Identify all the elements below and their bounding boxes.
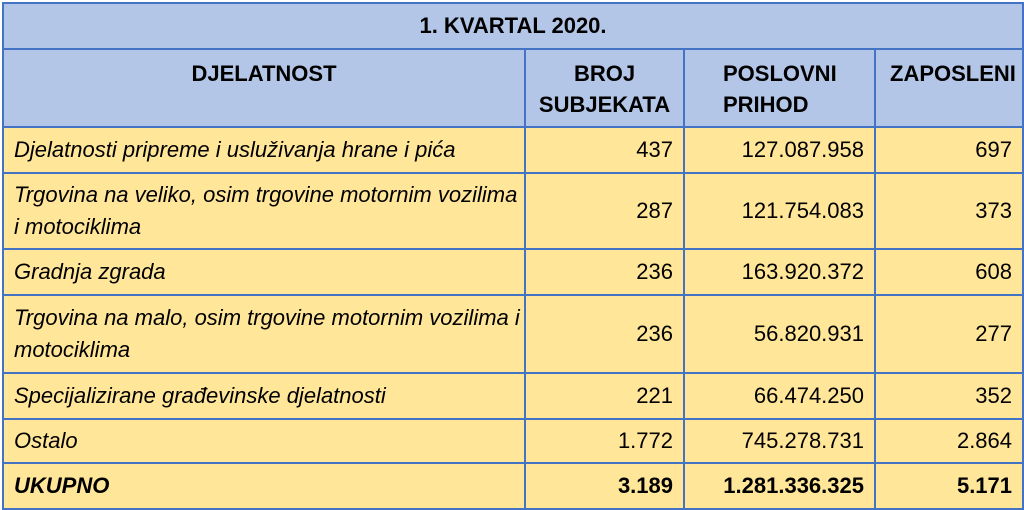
header-employees [875,49,1023,127]
header-activity-label: DJELATNOST [191,61,337,86]
row-activity: Djelatnosti pripreme i usluživanja hrane i pića [3,127,525,173]
header-subjects [525,49,684,127]
header-activity [3,49,525,127]
header-subjects-line2: SUBJEKATA [538,92,671,117]
total-employees: 5.171 [875,463,1023,509]
table-row [3,373,1023,419]
statistics-table [2,2,1024,510]
row-activity: Trgovina na malo, osim trgovine motornim vozilima i motociklima [3,295,525,373]
total-row [3,463,1023,509]
table-row [3,295,1023,373]
total-subjects: 3.189 [525,463,684,509]
table-row [3,173,1023,249]
table-row [3,127,1023,173]
row-activity: Trgovina na veliko, osim trgovine motornim vozilima i motociklima [3,173,525,249]
row-subjects: 287 [525,173,684,249]
row-subjects: 221 [525,373,684,419]
total-activity: UKUPNO [3,463,525,509]
header-revenue-line2: PRIHOD [723,92,809,117]
row-revenue: 745.278.731 [684,419,875,463]
header-row [3,49,1023,127]
header-employees-label: ZAPOSLENI [890,61,1016,86]
row-revenue: 127.087.958 [684,127,875,173]
total-revenue: 1.281.336.325 [684,463,875,509]
row-employees: 2.864 [875,419,1023,463]
row-activity: Gradnja zgrada [3,249,525,295]
row-revenue: 56.820.931 [684,295,875,373]
row-employees: 608 [875,249,1023,295]
table-row [3,419,1023,463]
row-subjects: 437 [525,127,684,173]
header-revenue [684,49,875,127]
row-activity: Specijalizirane građevinske djelatnosti [3,373,525,419]
row-employees: 697 [875,127,1023,173]
row-employees: 277 [875,295,1023,373]
row-revenue: 66.474.250 [684,373,875,419]
row-subjects: 1.772 [525,419,684,463]
row-employees: 373 [875,173,1023,249]
header-revenue-line1: POSLOVNI [723,61,837,86]
row-subjects: 236 [525,249,684,295]
row-employees: 352 [875,373,1023,419]
table-title: 1. KVARTAL 2020. [3,3,1023,49]
row-subjects: 236 [525,295,684,373]
header-subjects-line1: BROJ [573,61,636,86]
row-revenue: 121.754.083 [684,173,875,249]
row-revenue: 163.920.372 [684,249,875,295]
table-row [3,249,1023,295]
row-activity: Ostalo [3,419,525,463]
title-row [3,3,1023,49]
